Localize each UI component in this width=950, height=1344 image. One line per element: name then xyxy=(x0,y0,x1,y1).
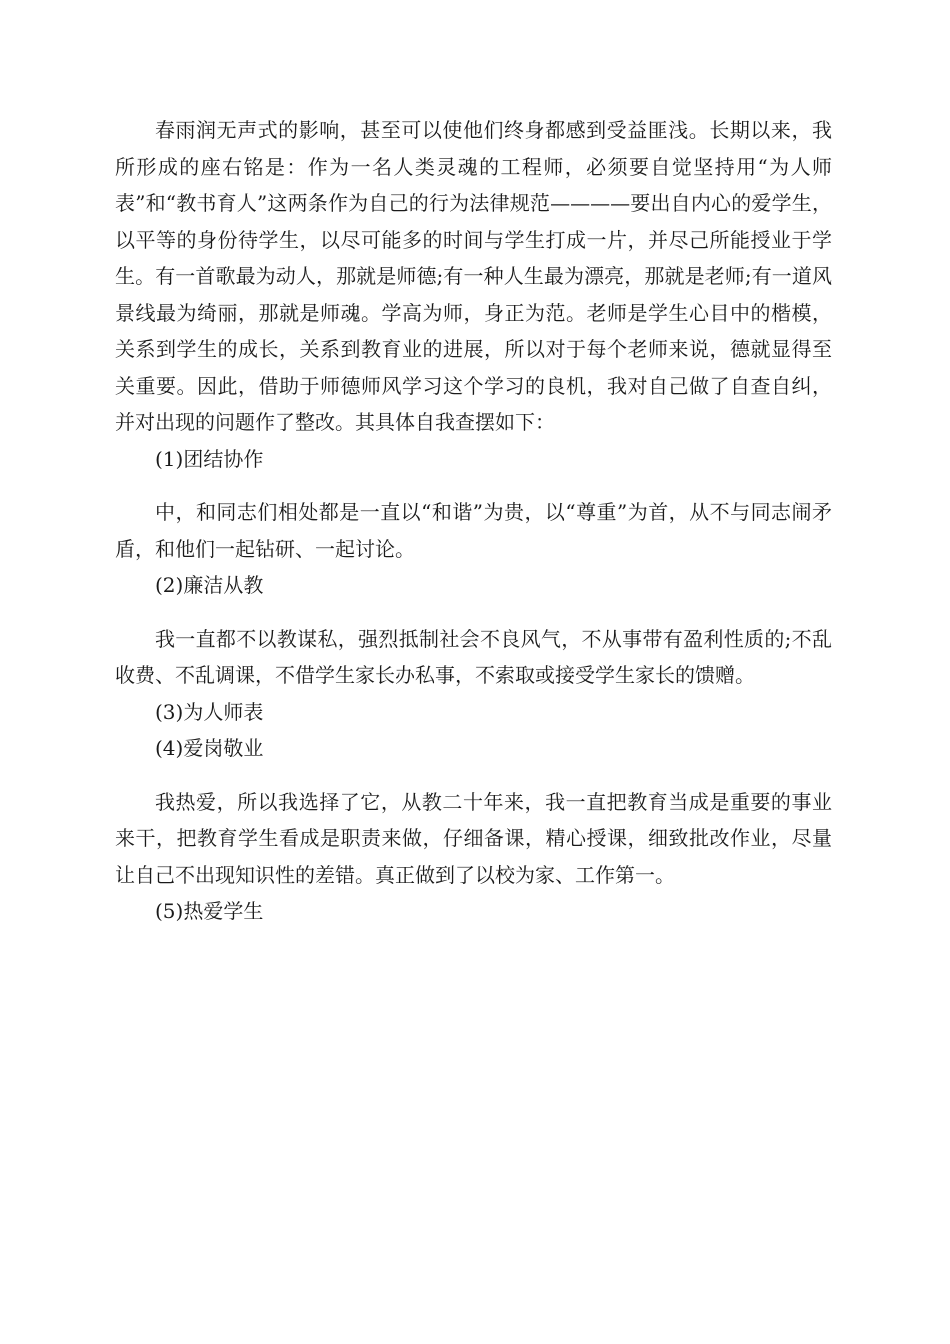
paragraph-dedication: 我热爱，所以我选择了它，从教二十年来，我一直把教育当成是重要的事业来干，把教育学生看成是职责来做，仔细备课，精心授课，细致批改作业，尽量让自己不出现知识性的差错。真正做到了以校为家、工作第一。 xyxy=(115,789,832,887)
heading-integrity: (2)廉洁从教 xyxy=(155,573,264,597)
heading-dedication: (4)爱岗敬业 xyxy=(155,736,264,760)
heading-love-students: (5)热爱学生 xyxy=(155,899,264,923)
heading-role-model: (3)为人师表 xyxy=(155,699,264,724)
heading-unity-cooperation: (1)团结协作 xyxy=(155,446,264,471)
paragraph-intro: 春雨润无声式的影响，甚至可以使他们终身都感到受益匪浅。长期以来，我所形成的座右铭是：作为一名人类灵魂的工程师，必须要自觉坚持用“为人师表”和“教书育人”这两条作为自己的行为法律规范————要出自内心的爱学生，以平等的身份待学生，以尽可能多的时间与学生打成一片，并尽己所能授业于学生。有一首歌最为动人，那就是师德;有一种人生最为漂亮，那就是老师;有一道风景线最为绮丽，那就是师魂。学高为师，身正为范。老师是学生心目中的楷模，关系到学生的成长，关系到教育业的进展，所以对于每个老师来说，德就显得至关重要。因此，借助于师德师风学习这个学习的良机，我对自己做了自查自纠，并对出现的问题作了整改。其具体自我查摆如下： xyxy=(115,118,832,434)
paragraph-integrity: 我一直都不以教谋私，强烈抵制社会不良风气，不从事带有盈利性质的;不乱收费、不乱调课，不借学生家长办私事，不索取或接受学生家长的馈赠。 xyxy=(115,626,832,687)
paragraph-unity-cooperation: 中，和同志们相处都是一直以“和谐”为贵，以“尊重”为首，从不与同志闹矛盾，和他们一起钻研、一起讨论。 xyxy=(115,500,832,561)
document-page xyxy=(115,112,832,930)
